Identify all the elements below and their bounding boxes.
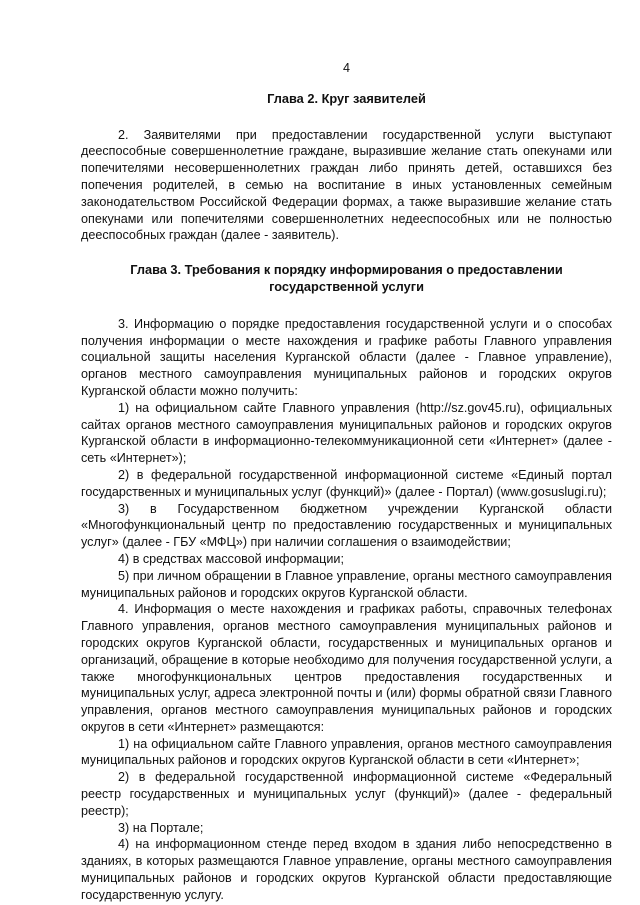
chapter-3-title-line-2: государственной услуги — [269, 278, 424, 294]
paragraph-3-item-3: 3) в Государственном бюджетном учреждении Курганской области «Многофункциональный центр по предоставлению государственных и муниципальных услуг» (далее - ГБУ «МФЦ») при наличии соглашения о взаимодействии; — [81, 501, 612, 550]
document-page — [81, 60, 612, 904]
paragraph-3: 3. Информацию о порядке предоставления государственной услуги и о способах получения информации о месте нахождения и графике работы Главного управления социальной защиты населения Курганской области (далее - Главное управление), органов местного самоуправления муниципальных районов и городских округов Курганской области можно получить: — [81, 316, 612, 398]
page-number: 4 — [342, 61, 350, 75]
paragraph-3-item-4: 4) в средствах массовой информации; — [118, 551, 344, 566]
paragraph-3-item-2: 2) в федеральной государственной информационной системе «Единый портал государственных и муниципальных услуг (функций)» (далее - Портал) (www.gosuslugi.ru); — [81, 467, 612, 499]
paragraph-4-item-1: 1) на официальном сайте Главного управления, органов местного самоуправления муниципальных районов и городских округов Курганской области в сети «Интернет»; — [81, 736, 612, 768]
chapter-3-title-line-1: Глава 3. Требования к порядку информирования о предоставлении — [130, 262, 563, 278]
paragraph-3-item-1: 1) на официальном сайте Главного управления (http://sz.gov45.ru), официальных сайтах органов местного самоуправления муниципальных районов и городских округов Курганской области в информационно-телекоммуникационной сети «Интернет» (далее - сеть «Интернет»); — [81, 400, 612, 466]
chapter-2-title: Глава 2. Круг заявителей — [267, 90, 426, 106]
paragraph-4-item-4: 4) на информационном стенде перед входом в здания либо непосредственно в зданиях, в которых размещаются Главное управление, органы местного самоуправления муниципальных районов и городских округов Курганской области предоставляющие государственную услугу. — [81, 837, 612, 902]
paragraph-2: 2. Заявителями при предоставлении государственной услуги выступают дееспособные совершеннолетние граждане, выразившие желание стать опекунами или попечителями несовершеннолетних граждан либо принять детей, оставшихся без попечения родителей, в семью на воспитание в иных установленных семейным законодательством Российской Федерации формах, а также выразившие желание стать опекунами или попечителями совершеннолетних недееспособных или не полностью дееспособных граждан (далее - заявитель). — [81, 127, 612, 243]
chapter-3-title — [81, 262, 612, 296]
paragraph-4-item-2: 2) в федеральной государственной информационной системе «Федеральный реестр государственных и муниципальных услуг (функций)» (далее - федеральный реестр); — [81, 770, 612, 818]
paragraph-4: 4. Информация о месте нахождения и графиках работы, справочных телефонах Главного управления, органов местного самоуправления муниципальных районов и городских округов Курганской области, государственных и муниципальных органов и организаций, обращение в которые необходимо для получения государственной услуги, а также многофункциональных центров предоставления государственных и муниципальных услуг, адреса электронной почты и (или) формы обратной связи Главного управления, органов местного самоуправления муниципальных районов и городских округов в сети «Интернет» размещаются: — [81, 602, 612, 734]
paragraph-4-item-3: 3) на Портале; — [118, 820, 204, 835]
paragraph-3-item-5: 5) при личном обращении в Главное управление, органы местного самоуправления муниципальных районов и городских округов Курганской области. — [81, 568, 612, 600]
